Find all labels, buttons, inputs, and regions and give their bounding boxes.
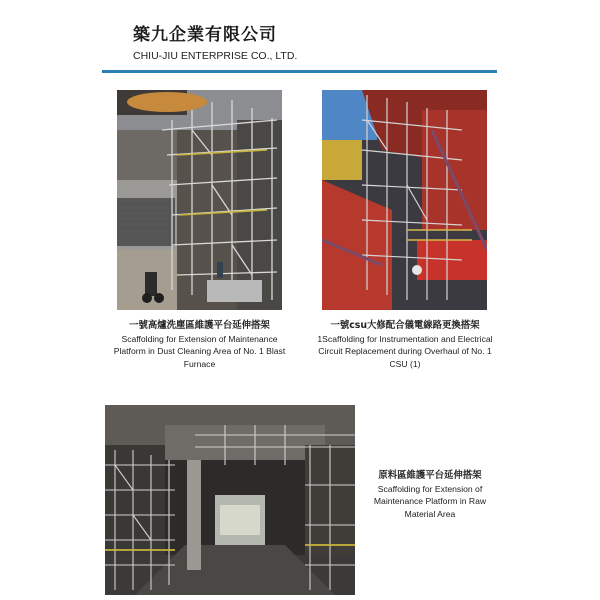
header-divider	[102, 70, 497, 73]
caption-blast-furnace	[108, 320, 291, 370]
caption-chinese: 一號csu大修配合儀電線路更換搭架	[330, 320, 480, 331]
caption-chinese: 一號高爐洗塵區維護平台延伸搭架	[129, 320, 270, 331]
caption-raw-material-area	[360, 470, 500, 520]
caption-chinese: 原料區維護平台延伸搭架	[378, 470, 482, 481]
caption-english: 1Scaffolding for Instrumentation and Electrical Circuit Replacement during Overhaul of No. 1 CSU (1)	[317, 333, 493, 369]
photo-blast-furnace-scaffolding	[117, 90, 282, 310]
caption-csu-overhaul	[312, 320, 498, 370]
photo-csu-overhaul-scaffolding	[322, 90, 487, 310]
caption-english: Scaffolding for Extension of Maintenance Platform in Raw Material Area	[373, 483, 487, 519]
caption-english: Scaffolding for Extension of Maintenance Platform in Dust Cleaning Area of No. 1 Blast Furnace	[113, 333, 286, 369]
photo-raw-material-area-scaffolding	[105, 405, 355, 595]
company-name-chinese: 築九企業有限公司	[133, 25, 277, 45]
company-name-english: CHIU-JIU ENTERPRISE CO., LTD.	[133, 50, 298, 62]
